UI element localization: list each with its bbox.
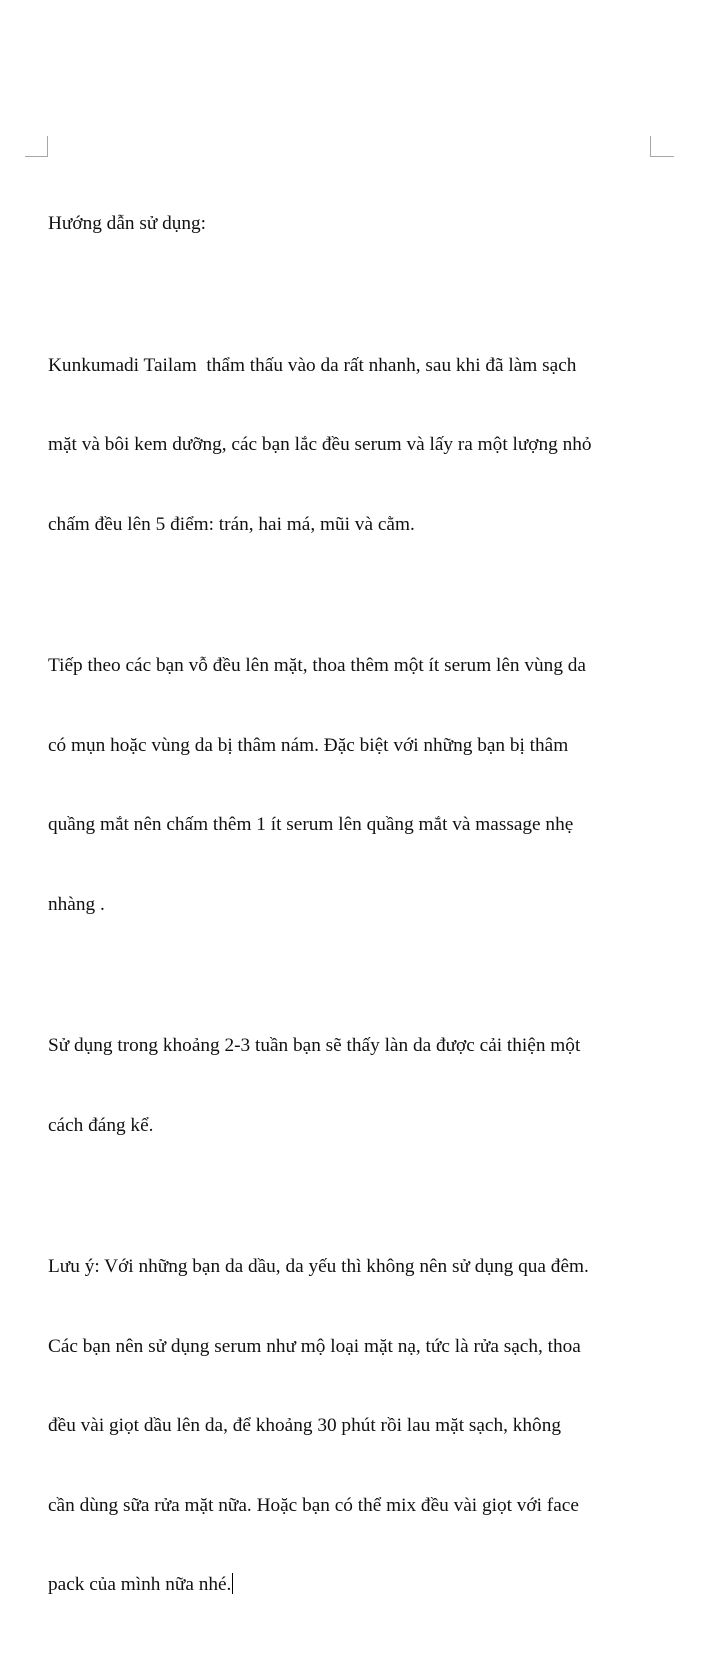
- crop-mark-top-left-horizontal: [25, 156, 47, 157]
- text-line: Sử dụng trong khoảng 2-3 tuần bạn sẽ thấy làn da được cải thiện một: [48, 1035, 581, 1056]
- text-line: cần dùng sữa rửa mặt nữa. Hoặc bạn có thể mix đều vài giọt với face: [48, 1494, 579, 1516]
- text-line: chấm đều lên 5 điểm: trán, hai má, mũi và cằm.: [48, 513, 415, 535]
- crop-mark-top-right-horizontal: [650, 156, 674, 157]
- text-cursor: [232, 1573, 233, 1594]
- text-line-content: pack của mình nữa nhé.: [48, 1574, 232, 1595]
- text-line: Các bạn nên sử dụng serum như mộ loại mặt nạ, tức là rửa sạch, thoa: [48, 1335, 581, 1357]
- text-line: có mụn hoặc vùng da bị thâm nám. Đặc biệt với những bạn bị thâm: [48, 734, 569, 756]
- text-line: Lưu ý: Với những bạn da dầu, da yếu thì không nên sử dụng qua đêm.: [48, 1256, 589, 1277]
- paragraph-note: [48, 1201, 658, 1652]
- text-line: đều vài giọt dầu lên da, để khoảng 30 phút rồi lau mặt sạch, không: [48, 1415, 561, 1436]
- text-line: quầng mắt nên chấm thêm 1 ít serum lên quầng mắt và massage nhẹ: [48, 814, 574, 835]
- text-line: Kunkumadi Tailam thẩm thấu vào da rất nhanh, sau khi đã làm sạch: [48, 354, 577, 376]
- text-line: Hướng dẫn sử dụng:: [48, 213, 207, 234]
- text-line-last: [48, 1572, 658, 1599]
- paragraph-intro: [48, 300, 658, 592]
- crop-mark-top-left-vertical: [47, 136, 48, 157]
- document-body[interactable]: [48, 158, 658, 1661]
- paragraph-next-steps: [48, 600, 658, 971]
- text-line: nhàng .: [48, 893, 105, 915]
- text-line: Tiếp theo các bạn vỗ đều lên mặt, thoa thêm một ít serum lên vùng da: [48, 655, 586, 676]
- crop-mark-top-right-vertical: [650, 136, 651, 157]
- text-line: mặt và bôi kem dưỡng, các bạn lắc đều serum và lấy ra một lượng nhỏ: [48, 434, 592, 455]
- paragraph-duration: [48, 980, 658, 1192]
- paragraph-heading: [48, 158, 658, 291]
- text-line: cách đáng kể.: [48, 1114, 154, 1136]
